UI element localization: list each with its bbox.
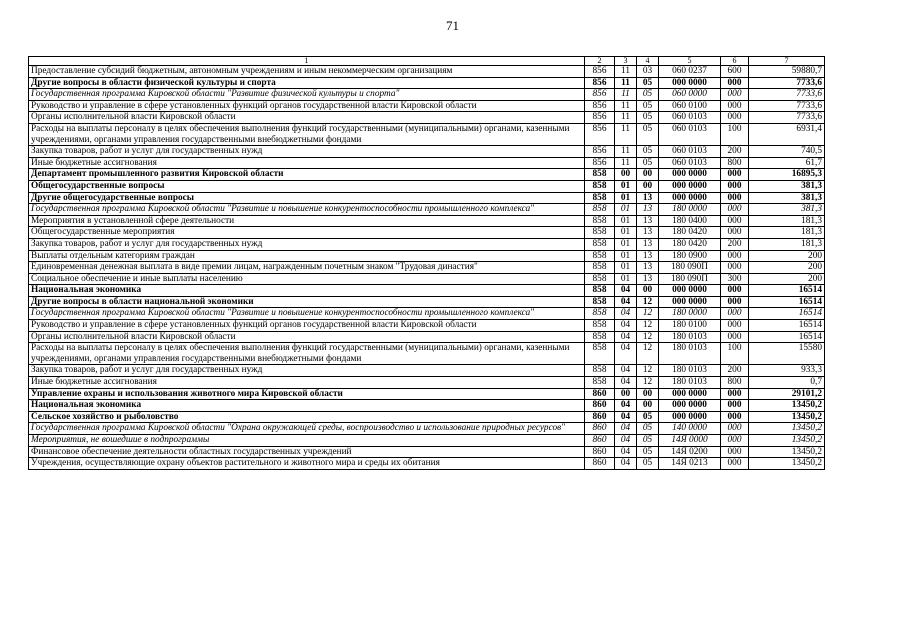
table-row <box>29 458 825 470</box>
col-header-4: 4 <box>637 57 659 66</box>
row-name: Закупка товаров, работ и услуг для государственных нужд <box>29 146 585 158</box>
row-code-2: 858 <box>585 365 615 377</box>
row-code-2: 856 <box>585 89 615 101</box>
table-row <box>29 100 825 112</box>
row-code-6: 000 <box>721 320 749 332</box>
row-name: Государственная программа Кировской области "Охрана окружающей среды, воспроизводство и использование природных ресурсов" <box>29 423 585 435</box>
row-code-6: 000 <box>721 435 749 447</box>
row-code-3: 11 <box>615 123 637 145</box>
row-code-3: 04 <box>615 411 637 423</box>
row-code-3: 04 <box>615 320 637 332</box>
table-row <box>29 112 825 124</box>
row-code-2: 856 <box>585 66 615 78</box>
row-code-3: 11 <box>615 146 637 158</box>
row-code-2: 858 <box>585 180 615 192</box>
row-code-2: 858 <box>585 320 615 332</box>
row-code-3: 11 <box>615 112 637 124</box>
row-code-3: 01 <box>615 227 637 239</box>
table-row <box>29 89 825 101</box>
row-name: Социальное обеспечение и иные выплаты населению <box>29 273 585 285</box>
row-code-6: 000 <box>721 169 749 181</box>
row-code-3: 04 <box>615 458 637 470</box>
row-code-5: 000 0000 <box>659 388 721 400</box>
row-amount: 381,3 <box>749 180 825 192</box>
table-row <box>29 320 825 332</box>
row-code-3: 01 <box>615 204 637 216</box>
table-row <box>29 273 825 285</box>
table-row <box>29 250 825 262</box>
row-name: Расходы на выплаты персоналу в целях обеспечения выполнения функций государственными (муниципальными) органами, казенными учреждениями, органами управления государственными внебюджетными фондами <box>29 343 585 365</box>
row-code-5: 060 0000 <box>659 89 721 101</box>
row-code-6: 000 <box>721 285 749 297</box>
row-code-4: 13 <box>637 238 659 250</box>
row-code-3: 01 <box>615 238 637 250</box>
row-amount: 16514 <box>749 320 825 332</box>
table-row <box>29 296 825 308</box>
row-name: Сельское хозяйство и рыболовство <box>29 411 585 423</box>
row-code-4: 00 <box>637 180 659 192</box>
table-row <box>29 435 825 447</box>
row-code-3: 01 <box>615 262 637 274</box>
row-code-2: 858 <box>585 192 615 204</box>
row-code-6: 000 <box>721 262 749 274</box>
row-name: Государственная программа Кировской области "Развитие и повышение конкурентоспособности промышленного комплекса" <box>29 204 585 216</box>
col-header-5: 5 <box>659 57 721 66</box>
row-name: Другие вопросы в области физической культуры и спорта <box>29 77 585 89</box>
row-amount: 181,3 <box>749 238 825 250</box>
row-amount: 13450,2 <box>749 411 825 423</box>
row-name: Государственная программа Кировской области "Развитие и повышение конкурентоспособности промышленного комплекса" <box>29 308 585 320</box>
col-header-3: 3 <box>615 57 637 66</box>
row-code-3: 04 <box>615 400 637 412</box>
row-code-4: 05 <box>637 423 659 435</box>
table-row <box>29 446 825 458</box>
row-code-4: 03 <box>637 66 659 78</box>
row-code-3: 04 <box>615 423 637 435</box>
row-name: Единовременная денежная выплата в виде премии лицам, награжденным почетным знаком "Трудовая династия" <box>29 262 585 274</box>
row-code-4: 13 <box>637 227 659 239</box>
row-code-3: 11 <box>615 157 637 169</box>
table-row <box>29 227 825 239</box>
row-name: Департамент промышленного развития Кировской области <box>29 169 585 181</box>
row-code-5: 000 0000 <box>659 411 721 423</box>
row-code-6: 000 <box>721 400 749 412</box>
row-name: Предоставление субсидий бюджетным, автономным учреждениям и иным некоммерческим организациям <box>29 66 585 78</box>
row-code-4: 12 <box>637 343 659 365</box>
row-code-2: 858 <box>585 273 615 285</box>
row-amount: 13450,2 <box>749 423 825 435</box>
row-code-4: 13 <box>637 250 659 262</box>
row-code-5: 180 0103 <box>659 365 721 377</box>
row-code-6: 800 <box>721 377 749 389</box>
row-code-2: 858 <box>585 377 615 389</box>
row-code-6: 000 <box>721 204 749 216</box>
row-amount: 13450,2 <box>749 435 825 447</box>
row-name: Государственная программа Кировской области "Развитие физической культуры и спорта" <box>29 89 585 101</box>
table-row <box>29 365 825 377</box>
row-name: Расходы на выплаты персоналу в целях обеспечения выполнения функций государственными (муниципальными) органами, казенными учреждениями, органами управления государственными внебюджетными фондами <box>29 123 585 145</box>
row-code-5: 180 090П <box>659 262 721 274</box>
table-row <box>29 123 825 145</box>
table-row <box>29 66 825 78</box>
table-row <box>29 215 825 227</box>
row-name: Иные бюджетные ассигнования <box>29 157 585 169</box>
row-amount: 13450,2 <box>749 400 825 412</box>
row-name: Руководство и управление в сфере установленных функций органов государственной власти Кировской области <box>29 100 585 112</box>
row-code-4: 00 <box>637 285 659 297</box>
row-code-4: 00 <box>637 169 659 181</box>
row-code-4: 05 <box>637 100 659 112</box>
row-code-5: 180 0420 <box>659 227 721 239</box>
row-code-6: 000 <box>721 296 749 308</box>
row-code-4: 05 <box>637 123 659 145</box>
col-header-1: 1 <box>29 57 585 66</box>
budget-table <box>28 56 825 470</box>
row-name: Другие вопросы в области национальной экономики <box>29 296 585 308</box>
row-code-4: 12 <box>637 296 659 308</box>
table-row <box>29 262 825 274</box>
row-code-5: 000 0000 <box>659 296 721 308</box>
row-name: Выплаты отдельным категориям граждан <box>29 250 585 262</box>
row-code-6: 200 <box>721 238 749 250</box>
table-row <box>29 192 825 204</box>
row-code-3: 01 <box>615 215 637 227</box>
row-code-2: 858 <box>585 238 615 250</box>
row-amount: 13450,2 <box>749 446 825 458</box>
table-row <box>29 77 825 89</box>
row-code-5: 180 0103 <box>659 377 721 389</box>
row-code-2: 858 <box>585 169 615 181</box>
row-code-3: 04 <box>615 285 637 297</box>
row-code-2: 856 <box>585 112 615 124</box>
row-code-3: 11 <box>615 77 637 89</box>
row-code-3: 04 <box>615 343 637 365</box>
row-code-4: 13 <box>637 204 659 216</box>
row-code-3: 11 <box>615 100 637 112</box>
row-name: Общегосударственные мероприятия <box>29 227 585 239</box>
row-code-3: 01 <box>615 180 637 192</box>
row-code-5: 000 0000 <box>659 77 721 89</box>
row-code-6: 000 <box>721 215 749 227</box>
row-code-4: 13 <box>637 192 659 204</box>
table-row <box>29 285 825 297</box>
col-header-6: 6 <box>721 57 749 66</box>
row-amount: 740,5 <box>749 146 825 158</box>
row-name: Национальная экономика <box>29 400 585 412</box>
row-code-4: 05 <box>637 157 659 169</box>
row-name: Органы исполнительной власти Кировской области <box>29 331 585 343</box>
row-amount: 16514 <box>749 285 825 297</box>
row-code-3: 11 <box>615 89 637 101</box>
row-name: Иные бюджетные ассигнования <box>29 377 585 389</box>
row-code-6: 200 <box>721 365 749 377</box>
row-amount: 7733,6 <box>749 89 825 101</box>
row-code-5: 140 0000 <box>659 423 721 435</box>
row-code-4: 12 <box>637 365 659 377</box>
header-row <box>29 57 825 66</box>
row-code-3: 01 <box>615 192 637 204</box>
table-row <box>29 343 825 365</box>
row-name: Национальная экономика <box>29 285 585 297</box>
row-code-3: 00 <box>615 169 637 181</box>
row-name: Другие общегосударственные вопросы <box>29 192 585 204</box>
col-header-2: 2 <box>585 57 615 66</box>
row-amount: 200 <box>749 250 825 262</box>
row-code-5: 000 0000 <box>659 180 721 192</box>
row-code-6: 000 <box>721 112 749 124</box>
row-code-4: 05 <box>637 112 659 124</box>
row-code-4: 12 <box>637 377 659 389</box>
row-code-5: 060 0100 <box>659 100 721 112</box>
table-row <box>29 238 825 250</box>
table-row <box>29 411 825 423</box>
row-name: Руководство и управление в сфере установленных функций органов государственной власти Кировской области <box>29 320 585 332</box>
row-code-6: 000 <box>721 192 749 204</box>
row-name: Учреждения, осуществляющие охрану объектов растительного и животного мира и среды их обитания <box>29 458 585 470</box>
table-row <box>29 400 825 412</box>
row-code-2: 860 <box>585 400 615 412</box>
row-code-2: 858 <box>585 308 615 320</box>
row-code-6: 000 <box>721 388 749 400</box>
row-code-4: 05 <box>637 458 659 470</box>
row-amount: 61,7 <box>749 157 825 169</box>
row-amount: 16895,3 <box>749 169 825 181</box>
table-row <box>29 331 825 343</box>
row-code-5: 180 0000 <box>659 204 721 216</box>
row-code-4: 12 <box>637 308 659 320</box>
row-amount: 7733,6 <box>749 112 825 124</box>
row-code-5: 060 0103 <box>659 157 721 169</box>
row-code-5: 14Я 0213 <box>659 458 721 470</box>
row-code-2: 858 <box>585 227 615 239</box>
row-code-5: 000 0000 <box>659 400 721 412</box>
row-code-2: 856 <box>585 157 615 169</box>
row-code-2: 858 <box>585 215 615 227</box>
row-code-5: 060 0237 <box>659 66 721 78</box>
row-amount: 381,3 <box>749 192 825 204</box>
row-name: Финансовое обеспечение деятельности областных государственных учреждений <box>29 446 585 458</box>
row-code-6: 200 <box>721 146 749 158</box>
row-code-6: 000 <box>721 423 749 435</box>
row-code-2: 858 <box>585 262 615 274</box>
row-code-4: 12 <box>637 320 659 332</box>
row-code-3: 04 <box>615 331 637 343</box>
row-amount: 6931,4 <box>749 123 825 145</box>
row-amount: 16514 <box>749 296 825 308</box>
row-code-6: 100 <box>721 343 749 365</box>
row-amount: 7733,6 <box>749 77 825 89</box>
row-amount: 200 <box>749 273 825 285</box>
row-code-6: 000 <box>721 227 749 239</box>
row-code-4: 13 <box>637 262 659 274</box>
row-code-4: 12 <box>637 331 659 343</box>
row-amount: 181,3 <box>749 227 825 239</box>
row-code-6: 100 <box>721 123 749 145</box>
row-code-4: 05 <box>637 446 659 458</box>
row-amount: 7733,6 <box>749 100 825 112</box>
row-code-5: 180 0420 <box>659 238 721 250</box>
row-amount: 16514 <box>749 331 825 343</box>
row-code-5: 060 0103 <box>659 123 721 145</box>
row-code-5: 000 0000 <box>659 285 721 297</box>
row-code-2: 858 <box>585 331 615 343</box>
row-code-6: 000 <box>721 77 749 89</box>
row-code-2: 860 <box>585 411 615 423</box>
row-amount: 381,3 <box>749 204 825 216</box>
row-code-6: 600 <box>721 66 749 78</box>
row-code-5: 000 0000 <box>659 192 721 204</box>
row-code-2: 858 <box>585 343 615 365</box>
table-row <box>29 180 825 192</box>
row-code-5: 14Я 0000 <box>659 435 721 447</box>
col-header-7: 7 <box>749 57 825 66</box>
row-code-5: 180 0103 <box>659 343 721 365</box>
row-code-5: 180 0103 <box>659 331 721 343</box>
row-code-5: 180 090П <box>659 273 721 285</box>
row-code-4: 13 <box>637 215 659 227</box>
row-code-3: 04 <box>615 446 637 458</box>
row-code-2: 860 <box>585 388 615 400</box>
row-code-5: 180 0900 <box>659 250 721 262</box>
row-code-3: 04 <box>615 435 637 447</box>
row-code-6: 000 <box>721 100 749 112</box>
table-row <box>29 423 825 435</box>
row-code-4: 05 <box>637 146 659 158</box>
table-row <box>29 169 825 181</box>
row-code-5: 14Я 0200 <box>659 446 721 458</box>
page-number: 71 <box>446 18 459 33</box>
table-row <box>29 157 825 169</box>
row-code-6: 000 <box>721 180 749 192</box>
row-name: Закупка товаров, работ и услуг для государственных нужд <box>29 238 585 250</box>
row-code-5: 180 0000 <box>659 308 721 320</box>
row-code-2: 860 <box>585 423 615 435</box>
row-amount: 181,3 <box>749 215 825 227</box>
row-code-2: 858 <box>585 204 615 216</box>
row-name: Органы исполнительной власти Кировской области <box>29 112 585 124</box>
row-code-3: 11 <box>615 66 637 78</box>
row-code-3: 04 <box>615 296 637 308</box>
row-amount: 59880,7 <box>749 66 825 78</box>
row-code-3: 04 <box>615 308 637 320</box>
row-code-2: 860 <box>585 446 615 458</box>
row-code-6: 800 <box>721 157 749 169</box>
row-code-6: 000 <box>721 89 749 101</box>
row-code-4: 05 <box>637 435 659 447</box>
row-code-2: 858 <box>585 285 615 297</box>
row-code-6: 000 <box>721 458 749 470</box>
table-row <box>29 204 825 216</box>
row-code-5: 180 0100 <box>659 320 721 332</box>
row-amount: 13450,2 <box>749 458 825 470</box>
row-code-6: 000 <box>721 331 749 343</box>
row-code-3: 04 <box>615 365 637 377</box>
row-code-4: 13 <box>637 273 659 285</box>
row-code-6: 000 <box>721 446 749 458</box>
row-code-4: 00 <box>637 400 659 412</box>
table-row <box>29 146 825 158</box>
row-code-2: 856 <box>585 146 615 158</box>
table-row <box>29 308 825 320</box>
row-name: Управление охраны и использования животного мира Кировской области <box>29 388 585 400</box>
row-code-3: 01 <box>615 273 637 285</box>
row-code-4: 05 <box>637 89 659 101</box>
row-code-5: 180 0400 <box>659 215 721 227</box>
row-code-2: 860 <box>585 458 615 470</box>
table-row <box>29 377 825 389</box>
row-name: Закупка товаров, работ и услуг для государственных нужд <box>29 365 585 377</box>
row-code-5: 060 0103 <box>659 146 721 158</box>
row-code-6: 000 <box>721 411 749 423</box>
row-amount: 15580 <box>749 343 825 365</box>
row-code-2: 856 <box>585 77 615 89</box>
row-code-2: 860 <box>585 435 615 447</box>
row-code-4: 00 <box>637 388 659 400</box>
row-code-6: 000 <box>721 250 749 262</box>
row-code-6: 000 <box>721 308 749 320</box>
row-code-2: 856 <box>585 100 615 112</box>
row-amount: 29101,2 <box>749 388 825 400</box>
row-amount: 933,3 <box>749 365 825 377</box>
row-name: Мероприятия в установленной сфере деятельности <box>29 215 585 227</box>
row-amount: 200 <box>749 262 825 274</box>
row-code-3: 01 <box>615 250 637 262</box>
row-code-3: 00 <box>615 388 637 400</box>
row-code-6: 300 <box>721 273 749 285</box>
table-row <box>29 388 825 400</box>
row-code-2: 858 <box>585 296 615 308</box>
row-code-4: 05 <box>637 411 659 423</box>
row-code-3: 04 <box>615 377 637 389</box>
row-code-5: 060 0103 <box>659 112 721 124</box>
row-code-2: 856 <box>585 123 615 145</box>
row-amount: 16514 <box>749 308 825 320</box>
row-code-5: 000 0000 <box>659 169 721 181</box>
row-code-4: 05 <box>637 77 659 89</box>
row-amount: 0,7 <box>749 377 825 389</box>
row-name: Общегосударственные вопросы <box>29 180 585 192</box>
row-code-2: 858 <box>585 250 615 262</box>
row-name: Мероприятия, не вошедшие в подпрограммы <box>29 435 585 447</box>
